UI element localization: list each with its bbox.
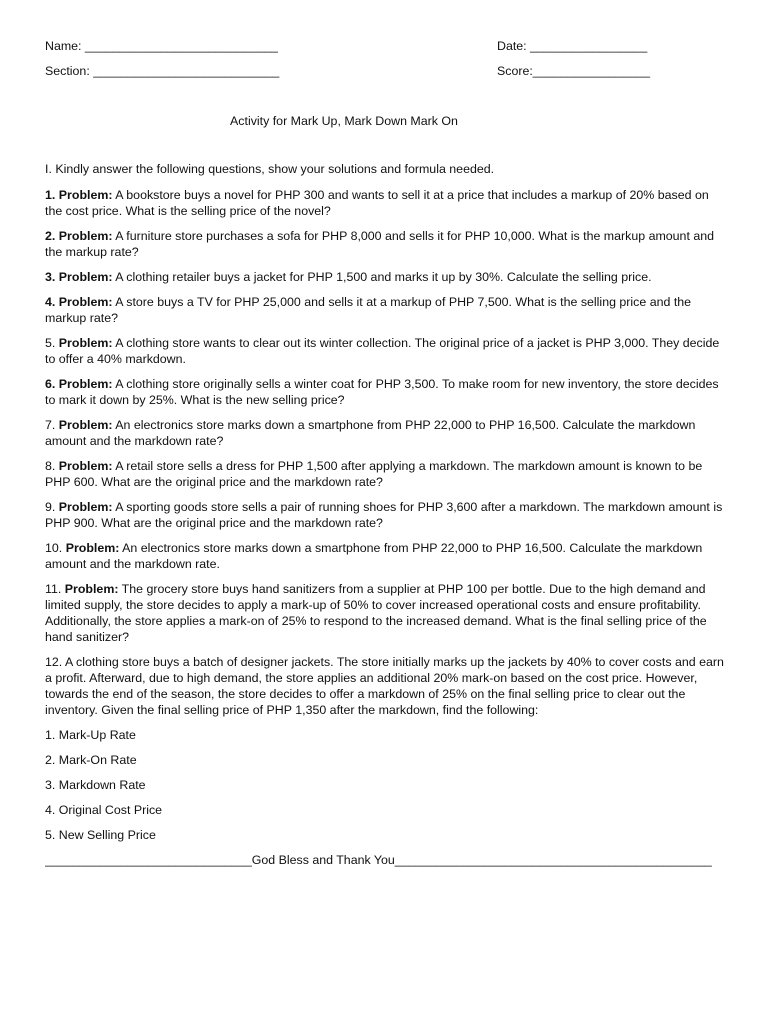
question-label: Problem:	[58, 188, 113, 202]
question-number: 6.	[45, 377, 56, 391]
instructions: I. Kindly answer the following questions, show your solutions and formula needed.	[45, 162, 495, 176]
question-text: A bookstore buys a novel for PHP 300 and wants to sell it at a price that includes a markup of 20% based on the cost price. What is the selling price of the novel?	[45, 188, 709, 218]
question-number: 9.	[45, 500, 56, 514]
name-field: Name: ____________________________	[45, 39, 278, 53]
question-text: An electronics store marks down a smartphone from PHP 22,000 to PHP 16,500. Calculate the markdown amount and the markdown rate.	[45, 541, 703, 571]
question-item	[45, 499, 725, 531]
question-list	[45, 187, 725, 718]
question-number: 12.	[45, 655, 63, 669]
section-field: Section: ___________________________	[45, 64, 280, 78]
question-item	[45, 228, 725, 260]
question-item	[45, 417, 725, 449]
question-label: Problem:	[58, 336, 113, 350]
worksheet-content	[45, 161, 725, 868]
question-text: A clothing store buys a batch of designer jackets. The store initially marks up the jackets by 40% to cover costs and earn a profit. Afterward, due to high demand, the store applies an additional 20% mark-on based on the cost price. However, towards the end of the season, the store decides to offer a markdown of 25% on the final selling price to clear out the inventory. Given the final selling price of PHP 1,350 after the markdown, find the following:	[45, 655, 724, 717]
sub-item: 5. New Selling Price	[45, 828, 156, 842]
question-text: A store buys a TV for PHP 25,000 and sells it at a markup of PHP 7,500. What is the selling price and the markup rate?	[45, 295, 692, 325]
question-label: Problem:	[58, 500, 113, 514]
question-item	[45, 540, 725, 572]
question-item	[45, 581, 725, 645]
question-text: A sporting goods store sells a pair of running shoes for PHP 3,600 after a markdown. The markdown amount is PHP 900. What are the original price and the markdown rate?	[45, 500, 723, 530]
question-item	[45, 269, 725, 285]
question-item	[45, 654, 725, 718]
question-number: 4.	[45, 295, 56, 309]
question-item	[45, 294, 725, 326]
question-label: Problem:	[64, 582, 119, 596]
sub-item: 4. Original Cost Price	[45, 803, 163, 817]
page-title: Activity for Mark Up, Mark Down Mark On	[230, 114, 458, 128]
question-number: 1.	[45, 188, 56, 202]
question-number: 11.	[45, 582, 62, 596]
question-number: 8.	[45, 459, 56, 473]
question-label: Problem:	[65, 541, 120, 555]
question-text: A clothing retailer buys a jacket for PHP 1,500 and marks it up by 30%. Calculate the selling price.	[112, 270, 652, 284]
sub-item: 1. Mark-Up Rate	[45, 728, 136, 742]
question-label: Problem:	[58, 229, 113, 243]
question-item	[45, 187, 725, 219]
question-item	[45, 458, 725, 490]
question-text: An electronics store marks down a smartphone from PHP 22,000 to PHP 16,500. Calculate the markdown amount and the markdown rate?	[45, 418, 696, 448]
question-text: A clothing store originally sells a winter coat for PHP 3,500. To make room for new inventory, the store decides to mark it down by 25%. What is the new selling price?	[45, 377, 719, 407]
question-number: 5.	[45, 336, 56, 350]
sub-item: 3. Markdown Rate	[45, 778, 146, 792]
question-label: Problem:	[58, 377, 113, 391]
question-text: A furniture store purchases a sofa for PHP 8,000 and sells it for PHP 10,000. What is the markup amount and the markup rate?	[45, 229, 715, 259]
question-text: A retail store sells a dress for PHP 1,500 after applying a markdown. The markdown amount is known to be PHP 600. What are the original price and the markdown rate?	[45, 459, 703, 489]
question-number: 7.	[45, 418, 56, 432]
sub-item: 2. Mark-On Rate	[45, 753, 137, 767]
closing-line: ______________________________God Bless and Thank You______________________________________________	[45, 853, 712, 867]
question-label: Problem:	[58, 418, 113, 432]
question-label: Problem:	[58, 295, 113, 309]
question-number: 10.	[45, 541, 63, 555]
question-number: 2.	[45, 229, 56, 243]
question-item	[45, 335, 725, 367]
score-field: Score:_________________	[497, 64, 650, 78]
date-field: Date: _________________	[497, 39, 648, 53]
question-text: The grocery store buys hand sanitizers from a supplier at PHP 100 per bottle. Due to the high demand and limited supply, the store decides to apply a mark-up of 50% to cover increased operational costs and ensure profitability. Additionally, the store applies a mark-on of 25% to respond to the increased demand. What is the final selling price of the hand sanitizer?	[45, 582, 707, 644]
question-item	[45, 376, 725, 408]
question-label: Problem:	[58, 459, 113, 473]
sub-item-list	[45, 727, 725, 843]
question-number: 3.	[45, 270, 56, 284]
question-text: A clothing store wants to clear out its winter collection. The original price of a jacket is PHP 3,000. They decide to offer a 40% markdown.	[45, 336, 720, 366]
question-label: Problem:	[58, 270, 113, 284]
